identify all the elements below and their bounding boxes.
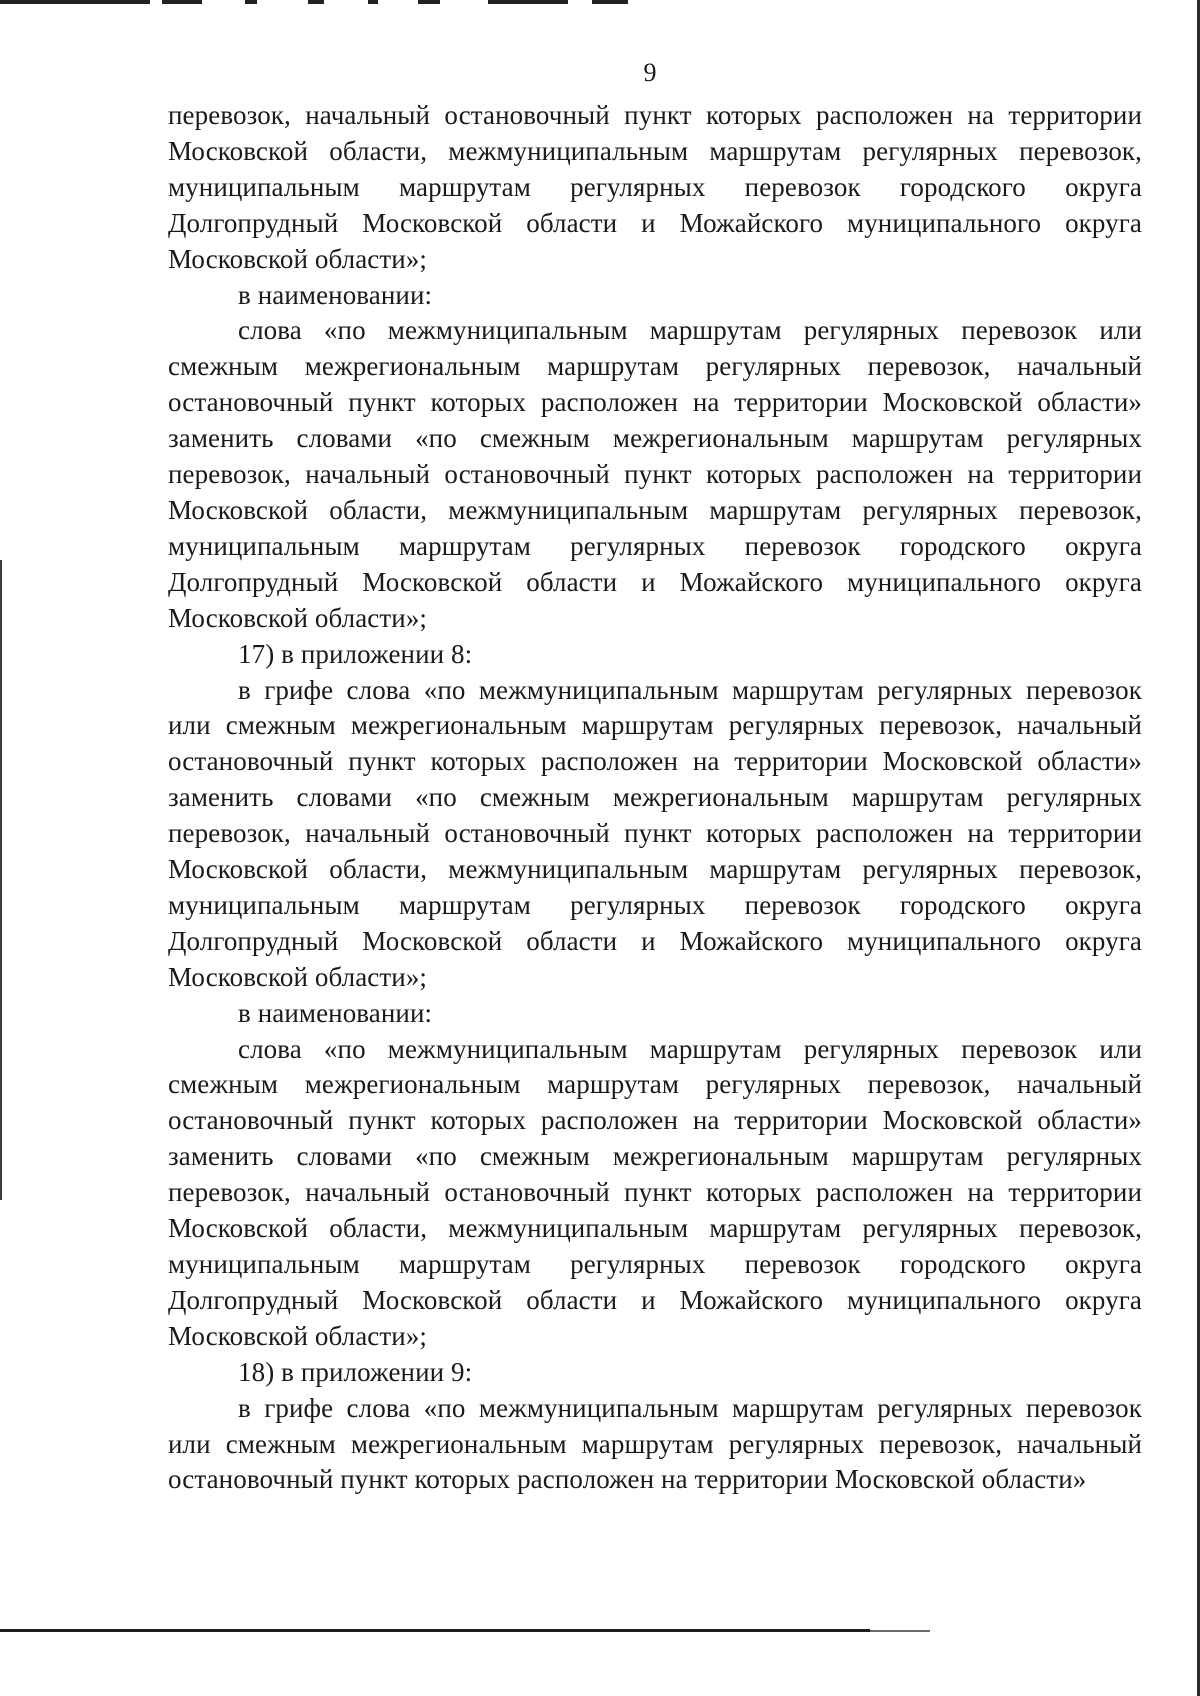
- scan-mark: [245, 0, 257, 4]
- paragraph-stamp-amendment: в грифе слова «по межмуниципальным маршрутам регулярных перевозок или смежным межрегиональным маршрутам регулярных перевозок, начальный остановочный пункт которых расположен на территории Московской области»: [168, 1392, 1142, 1495]
- paragraph-stamp-amendment: в грифе слова «по межмуниципальным маршрутам регулярных перевозок или смежным межрегиональным маршрутам регулярных перевозок, начальный остановочный пункт которых расположен на территории Московской области» заменить словами «по смежным межрегиональным маршрутам регулярных перевозок, начальный остановочный пункт которых расположен на территории Московской области, межмуниципальным маршрутам регулярных перевозок, муниципальным маршрутам регулярных перевозок городского округа Долгопрудный Московской области и Можайского муниципального округа Московской области»;: [168, 674, 1142, 992]
- scan-mark: [592, 0, 628, 4]
- scan-bottom-edge: [0, 1629, 870, 1632]
- paragraph-title-heading: в наименовании:: [238, 997, 433, 1028]
- scan-top-edge-marks: [0, 0, 1200, 8]
- page-number: 9: [643, 58, 657, 87]
- scan-mark: [308, 0, 324, 4]
- document-body: [168, 98, 1142, 1498]
- paragraph-title-amendment: слова «по межмуниципальным маршрутам регулярных перевозок или смежным межрегиональным маршрутам регулярных перевозок, начальный остановочный пункт которых расположен на территории Московской области» заменить словами «по смежным межрегиональным маршрутам регулярных перевозок, начальный остановочный пункт которых расположен на территории Московской области, межмуниципальным маршрутам регулярных перевозок, муниципальным маршрутам регулярных перевозок городского округа Долгопрудный Московской области и Можайского муниципального округа Московской области»;: [168, 1033, 1142, 1351]
- paragraph-item-18: 18) в приложении 9:: [238, 1356, 473, 1387]
- scan-bottom-edge-fade: [870, 1630, 930, 1632]
- scan-mark: [488, 0, 568, 4]
- paragraph-continuation: перевозок, начальный остановочный пункт которых расположен на территории Московской области, межмуниципальным маршрутам регулярных перевозок, муниципальным маршрутам регулярных перевозок городского округа Долгопрудный Московской области и Можайского муниципального округа Московской области»;: [168, 100, 1142, 274]
- paragraph-title-heading: в наименовании:: [238, 279, 433, 310]
- scan-mark: [368, 0, 378, 4]
- scan-mark: [162, 0, 202, 4]
- scan-left-edge: [0, 560, 2, 1200]
- paragraph-item-17: 17) в приложении 8:: [238, 638, 473, 669]
- paragraph-title-amendment: слова «по межмуниципальным маршрутам регулярных перевозок или смежным межрегиональным маршрутам регулярных перевозок, начальный остановочный пункт которых расположен на территории Московской области» заменить словами «по смежным межрегиональным маршрутам регулярных перевозок, начальный остановочный пункт которых расположен на территории Московской области, межмуниципальным маршрутам регулярных перевозок, муниципальным маршрутам регулярных перевозок городского округа Долгопрудный Московской области и Можайского муниципального округа Московской области»;: [168, 315, 1142, 633]
- scan-mark: [418, 0, 440, 4]
- scan-mark: [0, 0, 150, 4]
